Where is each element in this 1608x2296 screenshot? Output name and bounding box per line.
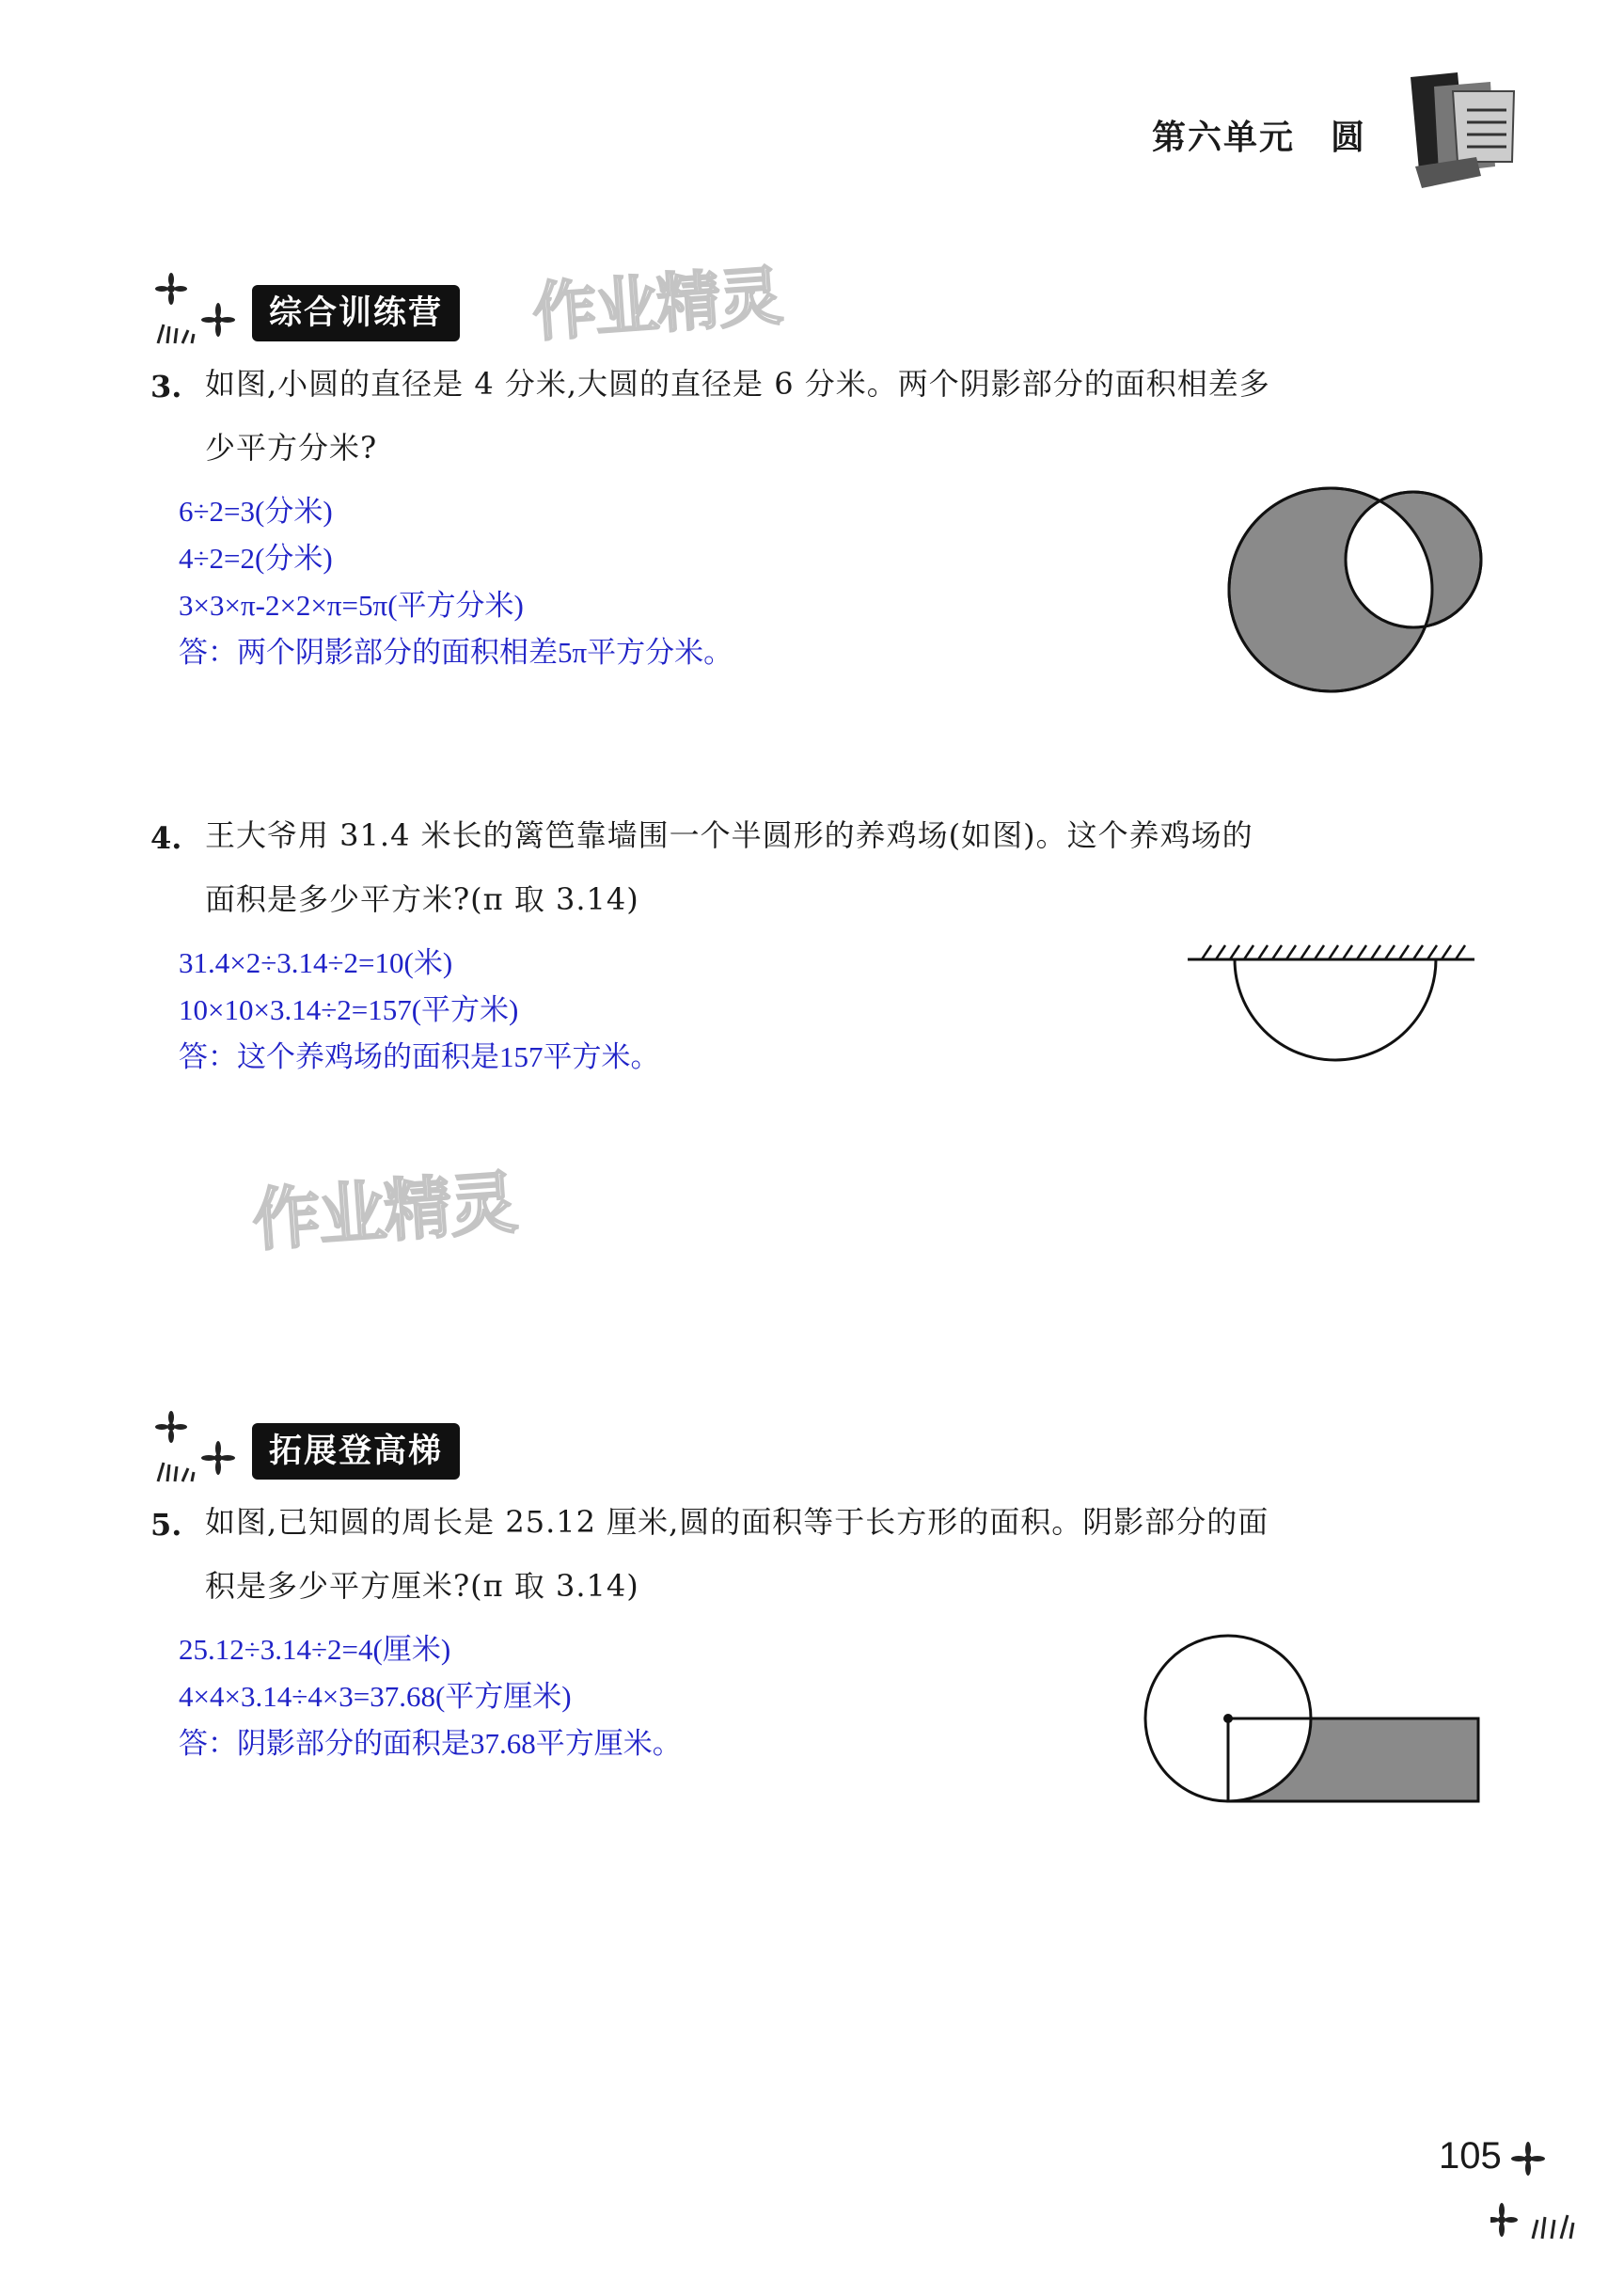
circle-rectangle-figure — [1138, 1623, 1486, 1811]
answer-line: 答：阴影部分的面积是37.68平方厘米。 — [179, 1727, 682, 1760]
watermark: 作业精灵 — [529, 259, 783, 352]
answer-line: 6÷2=3(分米) — [179, 495, 333, 528]
question-text: 积是多少平方厘米?(π 取 3.14) — [205, 1568, 639, 1604]
answer-line: 4÷2=2(分米) — [179, 542, 333, 575]
answer-line: 31.4×2÷3.14÷2=10(米) — [179, 946, 453, 979]
page-number: 105 — [1439, 2135, 1502, 2177]
question-number: 5. — [150, 1507, 182, 1543]
flower-grass-icon — [150, 1406, 254, 1491]
question-text: 少平方分米? — [205, 430, 378, 466]
semicircle-wall-figure — [1183, 936, 1479, 1068]
answer-line: 25.12÷3.14÷2=4(厘米) — [179, 1633, 451, 1666]
watermark: 作业精灵 — [249, 1163, 519, 1260]
unit-title: 第六单元 圆 — [1152, 119, 1367, 157]
flower-grass-icon — [150, 268, 254, 353]
question-text: 面积是多少平方米?(π 取 3.14) — [205, 881, 639, 917]
answer-line: 答：两个阴影部分的面积相差5π平方分米。 — [179, 636, 733, 669]
question-text: 如图,小圆的直径是 4 分米,大圆的直径是 6 分米。两个阴影部分的面积相差多 — [205, 366, 1270, 402]
section-banner-comprehensive: 综合训练营 — [252, 285, 460, 341]
overlapping-circles-figure — [1222, 484, 1486, 696]
section-banner-extension: 拓展登高梯 — [252, 1423, 460, 1480]
flower-grass-icon — [1490, 2130, 1594, 2243]
book-pages-icon — [1401, 68, 1523, 190]
question-text: 如图,已知圆的周长是 25.12 厘米,圆的面积等于长方形的面积。阴影部分的面 — [205, 1504, 1269, 1540]
answer-line: 答：这个养鸡场的面积是157平方米。 — [179, 1040, 660, 1073]
question-number: 3. — [150, 369, 182, 404]
question-number: 4. — [150, 820, 182, 856]
answer-line: 3×3×π-2×2×π=5π(平方分米) — [179, 589, 524, 622]
answer-line: 10×10×3.14÷2=157(平方米) — [179, 993, 519, 1026]
question-text: 王大爷用 31.4 米长的篱笆靠墙围一个半圆形的养鸡场(如图)。这个养鸡场的 — [205, 817, 1253, 853]
answer-line: 4×4×3.14÷4×3=37.68(平方厘米) — [179, 1680, 572, 1713]
